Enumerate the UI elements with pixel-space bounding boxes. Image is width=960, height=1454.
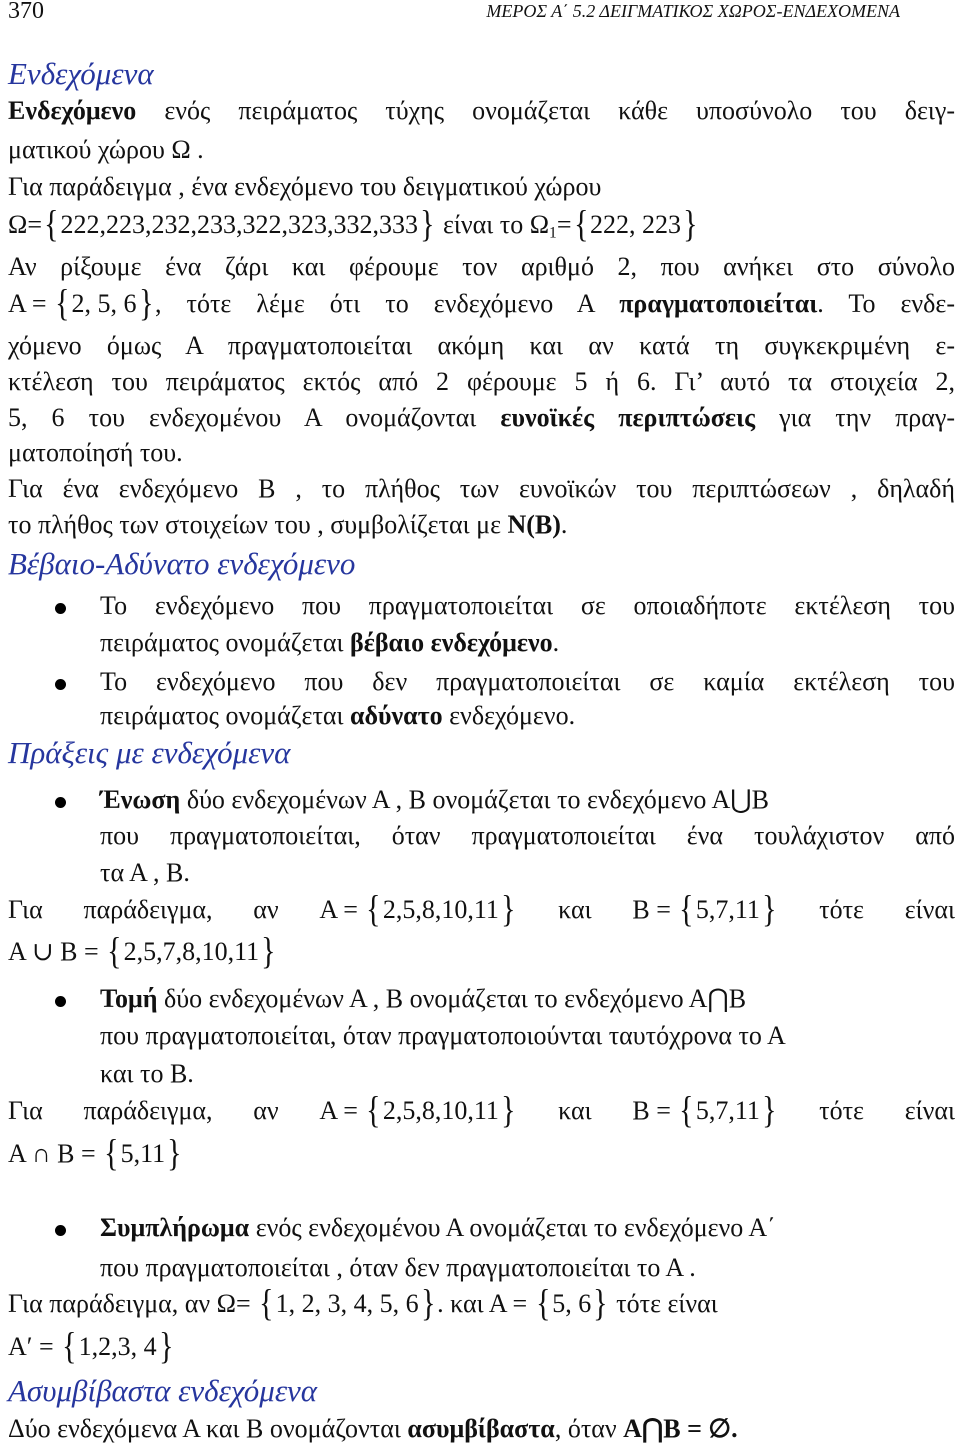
union-result-line <box>8 930 955 973</box>
favorable-text-post: για την πραγ- <box>755 403 956 432</box>
paragraph-line-8: κτέλεση του πειράματος εκτός από 2 φέρουμε 5 ή 6. Γι’ αυτό τα στοιχεία 2, <box>8 367 955 396</box>
sure-text-post: . <box>552 628 560 657</box>
right-brace: } <box>420 203 435 246</box>
left-brace: { <box>44 203 59 246</box>
intersection-example-line <box>8 1089 955 1132</box>
definition-line-2: ματικού χώρου Ω . <box>8 135 204 164</box>
count-term: Ν(Β) <box>507 510 561 539</box>
occurs-text-pre: , τότε λέμε ότι το ενδεχόμενο Α <box>154 289 620 318</box>
left-brace: { <box>366 888 381 931</box>
set-a-elements: 2,5,8,10,11 <box>382 1096 499 1125</box>
intersection-example-intro: Για παράδειγμα, αν <box>8 1096 279 1125</box>
omega-mid-text: είναι το Ω <box>436 210 550 239</box>
sure-event-line-1 <box>100 590 955 622</box>
favorable-text-pre: 5, 6 του ενδεχομένου Α ονομάζονται <box>8 403 501 432</box>
sure-event-text: Το ενδεχόμενο που πραγματοποιείται σε οποιαδήποτε εκτέλεση του <box>100 591 955 620</box>
complement-example-mid: . και Α = <box>437 1289 534 1318</box>
right-brace: } <box>158 1325 174 1368</box>
bullet-icon <box>55 603 66 614</box>
definition-term: Ενδεχόμενο <box>8 96 137 125</box>
bullet-icon <box>55 679 66 690</box>
intersection-line-3: και το Β. <box>100 1059 194 1088</box>
complement-term: Συμπλήρωμα <box>100 1213 250 1242</box>
union-line-3: τα Α , Β. <box>100 858 190 887</box>
omega1-equals: = <box>556 210 572 239</box>
left-brace: { <box>104 1132 119 1175</box>
set-a-expression <box>8 282 155 325</box>
complement-example-intro: Για παράδειγμα, αν Ω= <box>8 1289 258 1318</box>
impossible-event-text: Το ενδεχόμενο που δεν πραγματοποιείται σε καμία εκτέλεση του <box>100 667 955 696</box>
mutually-exclusive-condition: Α⋂Β = ∅. <box>623 1414 738 1443</box>
favorable-term: ευνοϊκές περιπτώσεις <box>500 403 756 432</box>
left-brace: { <box>535 1282 551 1325</box>
paragraph-line-7: χόμενο όμως Α πραγματοποιείται ακόμη και αν κατά τη συγκεκριμένη ε- <box>8 331 955 360</box>
left-brace: { <box>366 1089 381 1132</box>
paragraph-line-10: ματοποίησή του. <box>8 438 183 467</box>
impossible-text-pre: πειράματος ονομάζεται <box>100 701 351 730</box>
right-brace: } <box>501 888 516 931</box>
section-title-mutually-exclusive: Ασυμβίβαστα ενδεχόμενα <box>8 1373 318 1408</box>
union-definition: δύο ενδεχομένων Α , Β ονομάζεται το ενδεχόμενο Α⋃Β <box>180 785 769 814</box>
left-brace: { <box>107 930 122 973</box>
left-brace: { <box>259 1282 274 1325</box>
set-b-elements: 5,7,11 <box>695 1096 760 1125</box>
bullet-icon <box>55 1225 66 1236</box>
set-a-lhs: Α = <box>319 895 365 924</box>
impossible-event-line-2 <box>100 700 955 732</box>
count-line <box>8 509 955 541</box>
union-line-2: που πραγματοποιείται, όταν πραγματοποιείται ένα τουλάχιστον από <box>100 821 955 850</box>
left-brace: { <box>679 1089 694 1132</box>
occurs-text-post: . Το ενδε- <box>817 289 955 318</box>
union-result-set: 2,5,7,8,10,11 <box>123 937 260 966</box>
left-brace: { <box>573 203 588 246</box>
intersection-example-set-b <box>632 1089 778 1132</box>
intersection-line-1 <box>100 983 955 1015</box>
right-brace: } <box>501 1089 516 1132</box>
intersection-definition: δύο ενδεχομένων Α , Β ονομάζεται το ενδεχόμενο Α⋂Β <box>157 984 747 1013</box>
intersection-line-2: που πραγματοποιείται, όταν πραγματοποιούνται ταυτόχρονα το Α <box>100 1021 786 1050</box>
omega-lhs: Ω= <box>8 210 42 239</box>
right-brace: } <box>593 1282 608 1325</box>
set-b-elements: 5,7,11 <box>695 895 760 924</box>
left-brace: { <box>62 1325 77 1368</box>
mutually-exclusive-definition <box>8 1413 955 1445</box>
right-brace: } <box>261 930 276 973</box>
right-brace: } <box>762 888 777 931</box>
count-text-post: . <box>560 510 568 539</box>
omega1-subscript: 1 <box>549 224 557 242</box>
complement-result-lhs: Α′ = <box>8 1332 61 1361</box>
union-example-and: και <box>558 895 592 924</box>
set-a-elements: 2,5,8,10,11 <box>382 895 499 924</box>
occurs-term: πραγματοποιείται <box>619 289 818 318</box>
intersection-result-line <box>8 1132 955 1175</box>
union-example-set-b <box>632 888 778 931</box>
right-brace: } <box>138 282 153 325</box>
intersection-example-and: και <box>558 1096 592 1125</box>
union-term: Ένωση <box>100 785 181 814</box>
intersection-result-lhs: Α ∩ Β = <box>8 1139 103 1168</box>
occurs-line <box>8 282 955 325</box>
sure-term: βέβαιο ενδεχόμενο <box>350 628 553 657</box>
die-example-line: Αν ρίξουμε ένα ζάρι και φέρουμε τον αριθμό 2, που ανήκει στο σύνολο <box>8 252 955 281</box>
mutually-exclusive-term: ασυμβίβαστα <box>407 1414 555 1443</box>
intersection-result-set: 5,11 <box>120 1139 166 1168</box>
complement-example-then: τότε είναι <box>609 1289 718 1318</box>
section-title-operations: Πράξεις με ενδεχόμενα <box>8 735 291 770</box>
complement-line-1 <box>100 1212 955 1244</box>
left-brace: { <box>679 888 694 931</box>
right-brace: } <box>420 1282 436 1325</box>
bullet-icon <box>55 996 66 1007</box>
left-brace: { <box>55 282 70 325</box>
union-result-lhs: Α ∪ Β = <box>8 937 106 966</box>
example-intro: Για παράδειγμα , ένα ενδεχόμενο του δειγματικού χώρου <box>8 172 602 201</box>
complement-line-2: που πραγματοποιείται , όταν δεν πραγματοποιείται το Α . <box>100 1253 696 1282</box>
omega-set: 222,223,232,233,322,323,332,333 <box>60 210 418 239</box>
union-example-set-a <box>319 888 517 931</box>
union-example-intro: Για παράδειγμα, αν <box>8 895 279 924</box>
union-example-then: τότε είναι <box>819 895 955 924</box>
right-brace: } <box>167 1132 182 1175</box>
set-b-lhs: Β = <box>632 895 678 924</box>
union-example-line <box>8 888 955 931</box>
running-title: ΜΕΡΟΣ Α΄ 5.2 ΔΕΙΓΜΑΤΙΚΟΣ ΧΩΡΟΣ-ΕΝΔΕΧΟΜΕΝΑ <box>486 1 900 21</box>
bullet-icon <box>55 797 66 808</box>
impossible-text-post: ενδεχόμενο. <box>442 701 576 730</box>
complement-omega-set: 1, 2, 3, 4, 5, 6 <box>275 1289 419 1318</box>
mutually-exclusive-text-mid: , όταν <box>554 1414 624 1443</box>
section-title-events: Ενδεχόμενα <box>8 56 154 91</box>
right-brace: } <box>762 1089 777 1132</box>
definition-line-1 <box>8 95 955 127</box>
impossible-event-line-1 <box>100 666 955 698</box>
complement-result-set: 1,2,3, 4 <box>78 1332 157 1361</box>
set-a-lhs: Α = <box>8 289 54 318</box>
intersection-term: Τομή <box>100 984 158 1013</box>
definition-text: ενός πειράματος τύχης ονομάζεται κάθε υποσύνολο του δειγ- <box>136 96 955 125</box>
count-text-pre: το πλήθος των στοιχείων του , συμβολίζεται με <box>8 510 508 539</box>
intersection-example-then: τότε είναι <box>819 1096 955 1125</box>
complement-result-line <box>8 1325 955 1368</box>
impossible-term: αδύνατο <box>350 701 443 730</box>
sure-event-line-2 <box>100 627 955 659</box>
right-brace: } <box>683 203 698 246</box>
sure-text-pre: πειράματος ονομάζεται <box>100 628 351 657</box>
favorable-line <box>8 402 955 434</box>
mutually-exclusive-text-pre: Δύο ενδεχόμενα Α και Β ονομάζονται <box>8 1414 408 1443</box>
page-number: 370 <box>8 0 44 24</box>
union-line-1 <box>100 784 955 816</box>
section-title-sure-impossible: Βέβαιο-Αδύνατο ενδεχόμενο <box>8 546 356 581</box>
omega1-set: 222, 223 <box>589 210 681 239</box>
complement-definition: ενός ενδεχομένου Α ονομάζεται το ενδεχόμενο Α΄ <box>249 1213 776 1242</box>
intersection-example-set-a <box>319 1089 517 1132</box>
complement-example-line <box>8 1282 955 1325</box>
sample-space-example <box>8 203 955 246</box>
paragraph-line-11: Για ένα ενδεχόμενο Β , το πλήθος των ευνοϊκών του περιπτώσεων , δηλαδή <box>8 474 955 503</box>
set-a-lhs: Α = <box>319 1096 365 1125</box>
set-b-lhs: Β = <box>632 1096 678 1125</box>
complement-set-a: 5, 6 <box>552 1289 592 1318</box>
set-a-elements: 2, 5, 6 <box>71 289 137 318</box>
